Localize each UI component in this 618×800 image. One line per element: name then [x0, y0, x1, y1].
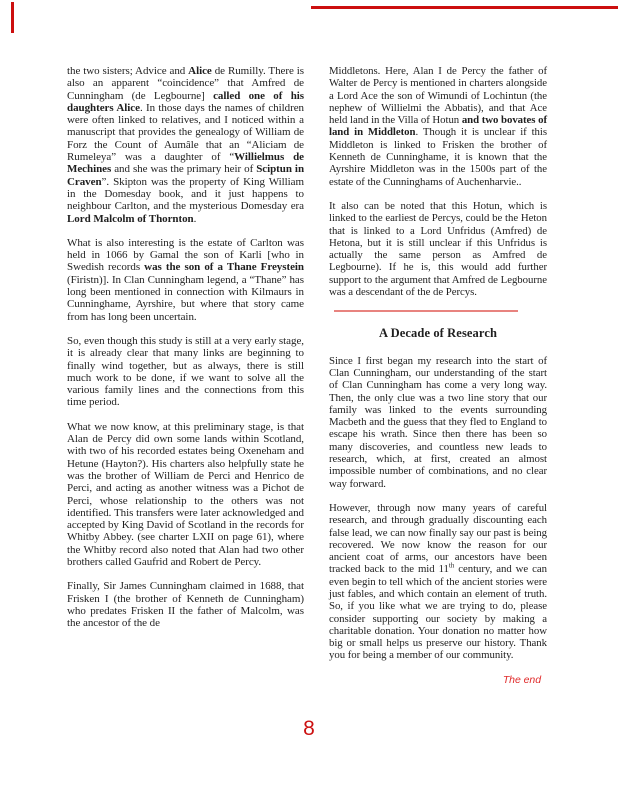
paragraph: What we now know, at this preliminary stage, is that Alan de Percy did own some lands within Scotland, with two of his recorded estates being Oxeneham and Hetune (Hayton?). His charters also helpfully state he was the brother of William de Perci and Henrico de Perci, and acting as another witness was a Pichot de Perci, whose relationship to the others was not identified. This transfers were later acknowledged and accepted by King David of Scotland in the records for Whitby Abbey. (see charter LXII on page 61), where the Whitby record also noted that Alan had two other brothers called Gaufrid and Robert de Percy.	[67, 420, 304, 568]
text-column-left	[67, 65, 304, 641]
page-number: 8	[303, 717, 315, 740]
section-separator	[334, 310, 518, 312]
paragraph: Since I first began my research into the start of Clan Cunningham, our understanding of the start of Clan Cunningham has come a very long way. Then, the only clue was a two line story that our family was linked to the events surrounding Macbeth and the guess that they fled to England to escape his wrath. Since then there has been so many discoveries, and countless new leads to research, which, at first, created an almost impossible number of combinations, and no clear way forward.	[329, 354, 547, 490]
red-corner-tick-rule	[11, 2, 14, 33]
paragraph: Middletons. Here, Alan I de Percy the father of Walter de Percy is mentioned in charters alongside a Lord Ace the son of Wimundi of Lochintun (the nephew of Willielmi the Abbatis), and that Ace held land in the Villa of Hotun and two bovates of land in Middleton. Though it is unclear if this Middleton is linked to Frisken the brother of Kenneth de Cunninghame, it is known that the Ayrshire Middleton was in the 1500s part of the estate of the Cunninghams of Auchenharvie..	[329, 65, 548, 188]
paragraph: the two sisters; Advice and Alice de Rumilly. There is also an apparent “coincidence” that Amfred de Cunningham (de Legbourne] called one of his daughters Alice. In those days the names of children were often linked to relatives, and I noticed within a manuscript that provides the genealogy of William de Forz the Count of Aumâle that an “Aliciam de Rumeleya” was a daughter of “Willielmus de Mechines and she was the primary heir of Sciptun in Craven”. Skipton was the property of King William in the Domesday book, and it just happens to neighbour Carlton, and the mysterious Domesday era Lord Malcolm of Thornton.	[67, 65, 305, 225]
section-heading: A Decade of Research	[378, 326, 498, 341]
paragraph: Finally, Sir James Cunningham claimed in 1688, that Frisken I (the brother of Kenneth de Cunningham) who predates Frisken II the father of Malcolm, was the ancestor of the de	[67, 580, 304, 630]
paragraph: However, through now many years of careful research, and through gradually discounting each false lead, we can now finally say our past is being recovered. We now know the reason for our ancient coat of arms, our ancestors have been tracked back to the mid 11th century, and we can even begin to tell which of the ancient stories were just fables, and which contain an element of truth. So, if you like what we are trying to do, please consider supporting our society by making a charitable donation. Your donation no matter how big or small helps us preserve our history. Thank you for being a member of our community.	[329, 501, 547, 662]
paragraph: So, even though this study is still at a very early stage, it is already clear that many links are beginning to finally wind together, but as always, there is still much work to be done, if we want to solve all the various family lines and the connections from this time period.	[67, 334, 304, 409]
red-top-rule	[311, 6, 618, 9]
paragraph: What is also interesting is the estate of Carlton was held in 1066 by Gamal the son of Karli [who in Swedish records was the son of a Thane Freystein (Firistn)]. In Clan Cunningham legend, a “Thane” has long been mentioned in connection with Kilmaurs in Cunninghame, Ayrshire, but where that story came from has long been uncertain.	[67, 236, 304, 323]
text-column-right	[329, 65, 547, 686]
paragraph: It also can be noted that this Hotun, which is linked to the earliest de Percys, could be the Heton that is linked to a Lord Unfridus (Amfred) de Hetona, but it is still unclear if this Unfridus is actually the same person as Amfred de Legbourne). If he is, this would add further support to the argument that Amfred de Legbourne was a descendant of the de Percys.	[329, 199, 547, 299]
end-marker: The end	[502, 673, 541, 686]
